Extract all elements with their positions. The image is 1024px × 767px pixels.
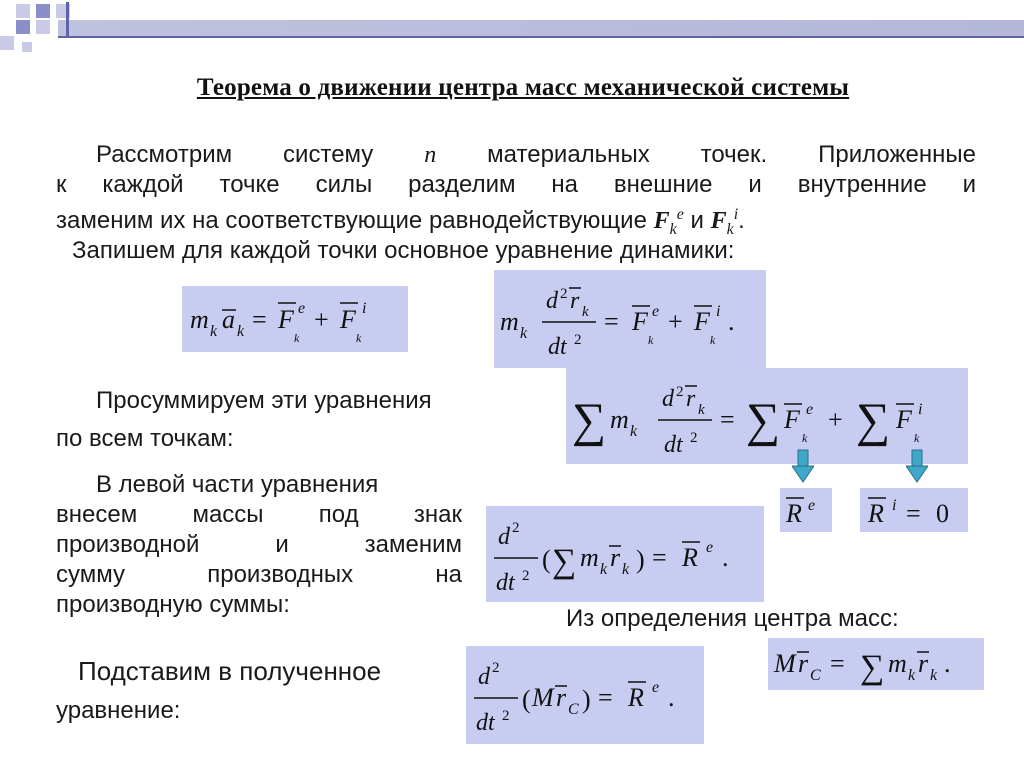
formula-resultant-external bbox=[780, 488, 832, 532]
sum-intro bbox=[56, 386, 546, 454]
svg-text:dt: dt bbox=[548, 334, 567, 360]
svg-text:k: k bbox=[908, 667, 916, 684]
svg-text:r: r bbox=[686, 386, 696, 412]
svg-text:R: R bbox=[628, 683, 644, 712]
substitute-line-2: уравнение: bbox=[56, 697, 181, 724]
svg-text:R: R bbox=[682, 543, 698, 572]
svg-text:=: = bbox=[252, 305, 267, 334]
svg-text:2: 2 bbox=[492, 660, 500, 676]
svg-text:m: m bbox=[580, 543, 599, 572]
substitute-line-1: Подставим в полученное bbox=[78, 656, 382, 686]
svg-text:d: d bbox=[478, 664, 490, 690]
svg-text:m: m bbox=[610, 405, 629, 434]
svg-text:=: = bbox=[598, 683, 613, 712]
formula-newton-derivative bbox=[494, 270, 766, 368]
left-side-line-3: производной и заменим bbox=[56, 531, 462, 558]
svg-text:F: F bbox=[896, 405, 912, 434]
formula-final bbox=[466, 646, 704, 744]
svg-text:d: d bbox=[498, 524, 510, 550]
svg-text:e: e bbox=[652, 303, 660, 320]
center-of-mass-intro: Из определения центра масс: bbox=[566, 605, 899, 632]
svg-text:k: k bbox=[622, 561, 630, 578]
header-bar bbox=[58, 20, 1024, 36]
dynamics-intro: Запишем для каждой точки основное уравнение динамики: bbox=[72, 237, 735, 264]
svg-text:i: i bbox=[362, 300, 367, 317]
svg-text:∑: ∑ bbox=[860, 649, 885, 686]
svg-text:.: . bbox=[728, 307, 735, 336]
svg-text:C: C bbox=[568, 701, 579, 718]
svg-text:k: k bbox=[914, 431, 920, 445]
svg-text:+: + bbox=[314, 305, 329, 334]
formula-center-of-mass bbox=[768, 638, 984, 690]
svg-text:k: k bbox=[802, 431, 808, 445]
left-side-line-1: В левой части уравнения bbox=[96, 471, 379, 498]
svg-text:M: M bbox=[774, 649, 796, 678]
svg-text:r: r bbox=[570, 288, 580, 314]
svg-text:F: F bbox=[632, 307, 648, 336]
svg-text:m: m bbox=[190, 305, 209, 334]
formula-resultant-external-svg bbox=[780, 488, 832, 532]
svg-text:k: k bbox=[582, 304, 589, 320]
svg-text:): ) bbox=[636, 545, 645, 574]
formula-derivative-of-sum bbox=[486, 506, 764, 602]
svg-text:F: F bbox=[278, 305, 294, 334]
svg-text:F: F bbox=[340, 305, 356, 334]
left-side-paragraph bbox=[56, 470, 462, 620]
svg-text:0: 0 bbox=[936, 499, 949, 528]
svg-text:k: k bbox=[648, 333, 654, 347]
svg-text:e: e bbox=[806, 401, 814, 418]
svg-text:=: = bbox=[604, 307, 619, 336]
formula-newton-point-svg bbox=[182, 286, 408, 352]
sum-intro-line-2: по всем точкам: bbox=[56, 425, 234, 452]
formula-resultant-internal bbox=[860, 488, 968, 532]
svg-text:F: F bbox=[694, 307, 710, 336]
svg-text:2: 2 bbox=[502, 708, 510, 724]
svg-text:e: e bbox=[298, 300, 306, 317]
substitute-paragraph bbox=[56, 656, 456, 726]
svg-text:dt: dt bbox=[476, 710, 495, 736]
svg-text:i: i bbox=[716, 303, 721, 320]
svg-text:dt: dt bbox=[664, 432, 683, 458]
svg-text:2: 2 bbox=[512, 520, 520, 536]
svg-text:e: e bbox=[706, 539, 714, 556]
svg-text:k: k bbox=[237, 323, 245, 340]
svg-text:R: R bbox=[868, 499, 884, 528]
svg-text:=: = bbox=[906, 499, 921, 528]
svg-text:2: 2 bbox=[690, 430, 698, 446]
formula-derivative-of-sum-svg bbox=[486, 506, 764, 602]
svg-text:e: e bbox=[652, 679, 660, 696]
left-side-line-2: внесем массы под знак bbox=[56, 501, 462, 528]
svg-text:∑: ∑ bbox=[746, 394, 781, 447]
svg-text:.: . bbox=[944, 649, 951, 678]
formula-resultant-internal-svg bbox=[860, 488, 968, 532]
page-title: Теорема о движении центра масс механической системы bbox=[196, 74, 850, 101]
svg-text:r: r bbox=[610, 543, 621, 572]
svg-text:=: = bbox=[720, 405, 735, 434]
svg-text:=: = bbox=[830, 649, 845, 678]
svg-text:.: . bbox=[722, 543, 729, 572]
svg-text:i: i bbox=[892, 497, 897, 514]
svg-text:∑: ∑ bbox=[572, 394, 607, 447]
formula-final-svg bbox=[466, 646, 704, 744]
svg-text:d: d bbox=[662, 386, 674, 412]
formula-newton-point bbox=[182, 286, 408, 352]
svg-text:(: ( bbox=[522, 685, 531, 714]
sum-intro-line-1: Просуммируем эти уравнения bbox=[96, 387, 432, 414]
svg-text:m: m bbox=[500, 307, 519, 336]
svg-text:C: C bbox=[810, 667, 821, 684]
svg-text:k: k bbox=[210, 323, 218, 340]
svg-text:=: = bbox=[652, 543, 667, 572]
svg-text:(: ( bbox=[542, 545, 551, 574]
svg-text:∑: ∑ bbox=[856, 394, 891, 447]
arrow-down-icon-internal bbox=[906, 448, 928, 489]
header-tick bbox=[66, 2, 69, 38]
intro-line-3: заменим их на соответствующие равнодействующие $F_k^e$ и $F_k^i$. bbox=[56, 206, 745, 238]
svg-text:): ) bbox=[582, 685, 591, 714]
svg-text:+: + bbox=[668, 307, 683, 336]
svg-text:m: m bbox=[888, 649, 907, 678]
svg-text:2: 2 bbox=[560, 286, 568, 302]
svg-text:r: r bbox=[918, 649, 929, 678]
svg-text:k: k bbox=[356, 331, 362, 345]
svg-text:dt: dt bbox=[496, 570, 515, 596]
svg-text:k: k bbox=[600, 561, 608, 578]
formula-newton-derivative-svg bbox=[494, 270, 766, 368]
svg-text:d: d bbox=[546, 288, 558, 314]
svg-text:2: 2 bbox=[574, 332, 582, 348]
svg-text:k: k bbox=[698, 402, 705, 418]
intro-line-2: к каждой точке силы разделим на внешние и внутренние и bbox=[56, 171, 976, 198]
svg-text:M: M bbox=[532, 683, 554, 712]
svg-text:k: k bbox=[520, 325, 528, 342]
left-side-line-5: производную суммы: bbox=[56, 591, 290, 618]
svg-text:∑: ∑ bbox=[552, 543, 577, 580]
svg-text:2: 2 bbox=[522, 568, 530, 584]
svg-text:i: i bbox=[918, 401, 923, 418]
svg-text:r: r bbox=[556, 683, 567, 712]
intro-paragraph bbox=[56, 140, 976, 245]
svg-text:a: a bbox=[222, 305, 235, 334]
svg-text:k: k bbox=[930, 667, 938, 684]
formula-center-of-mass-svg bbox=[768, 638, 984, 690]
header-line bbox=[58, 36, 1024, 38]
svg-text:R: R bbox=[786, 499, 802, 528]
svg-text:e: e bbox=[808, 497, 816, 514]
svg-text:r: r bbox=[798, 649, 809, 678]
svg-text:k: k bbox=[630, 423, 638, 440]
svg-text:2: 2 bbox=[676, 384, 684, 400]
svg-text:k: k bbox=[294, 331, 300, 345]
intro-line-1: Рассмотрим систему n материальных точек. Приложенные bbox=[96, 141, 976, 168]
svg-text:.: . bbox=[668, 683, 675, 712]
svg-text:+: + bbox=[828, 405, 843, 434]
svg-text:k: k bbox=[710, 333, 716, 347]
left-side-line-4: сумму производных на bbox=[56, 561, 462, 588]
arrow-down-icon-external bbox=[792, 448, 814, 489]
svg-text:F: F bbox=[784, 405, 800, 434]
